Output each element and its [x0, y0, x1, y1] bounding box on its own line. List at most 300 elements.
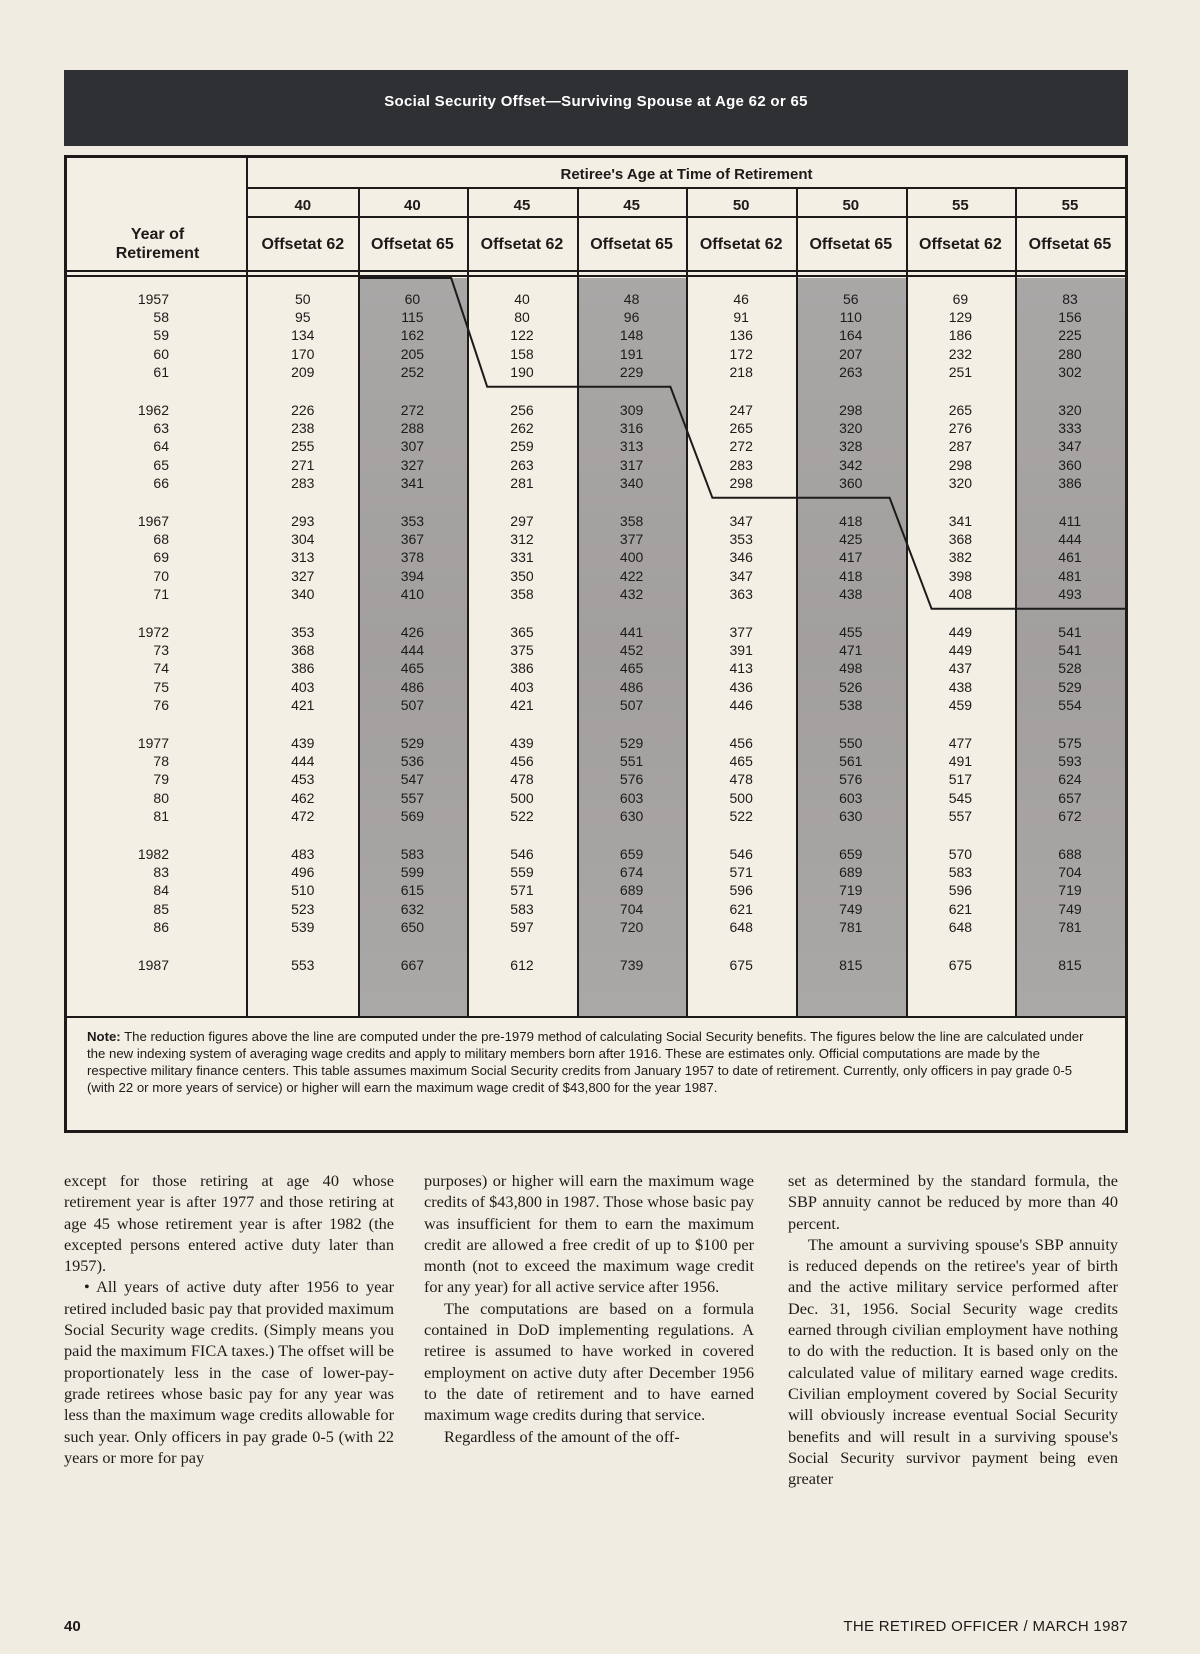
table-cell: 483	[291, 846, 315, 862]
year-cell: 64	[153, 438, 169, 455]
table-cell: 48	[623, 291, 640, 307]
table-cell: 456	[729, 735, 753, 751]
table-cell: 538	[839, 696, 863, 713]
offset-header: Offset at 65	[371, 235, 454, 253]
table-cell: 517	[948, 771, 973, 788]
table-cell: 507	[619, 696, 644, 713]
table-cell: 287	[948, 438, 973, 455]
table-cell: 411	[1058, 513, 1082, 529]
table-cell: 297	[510, 513, 534, 529]
table-cell: 283	[291, 474, 315, 491]
age-header: 55	[1061, 196, 1079, 214]
table-cell: 478	[510, 771, 534, 788]
table-cell: 436	[729, 678, 753, 695]
table-cell: 225	[1058, 327, 1082, 344]
table-cell: 551	[619, 753, 644, 770]
table-cell: 368	[948, 531, 973, 548]
table-cell: 313	[619, 438, 644, 455]
year-cell: 86	[153, 918, 169, 935]
offset-table	[64, 155, 1128, 1133]
table-cell: 408	[948, 585, 973, 602]
table-cell: 449	[948, 642, 973, 659]
table-cell: 550	[839, 735, 863, 751]
table-cell: 621	[729, 900, 753, 917]
age-header: 50	[732, 196, 750, 214]
table-cell: 536	[400, 753, 425, 770]
table-cell: 493	[1058, 585, 1082, 602]
table-cell: 439	[291, 735, 315, 751]
table-cell: 190	[510, 363, 534, 380]
table-cell: 561	[839, 753, 863, 770]
table-cell: 148	[619, 327, 644, 344]
table-cell: 410	[400, 585, 425, 602]
table-cell: 603	[839, 789, 863, 806]
table-cell: 320	[1058, 402, 1082, 418]
table-cell: 571	[729, 864, 753, 881]
table-cell: 603	[619, 789, 644, 806]
table-cell: 571	[510, 882, 534, 899]
table-cell: 553	[291, 957, 315, 973]
table-cell: 83	[1062, 291, 1078, 307]
table-cell: 276	[948, 420, 973, 437]
table-cell: 158	[510, 345, 534, 362]
article-column-3	[788, 1170, 1118, 1489]
table-cell: 559	[510, 864, 534, 881]
table-cell: 554	[1058, 696, 1082, 713]
table-cell: 444	[400, 642, 425, 659]
table-cell: 262	[510, 420, 534, 437]
table-cell: 459	[948, 696, 973, 713]
table-cell: 186	[948, 327, 973, 344]
table-cell: 546	[729, 846, 753, 862]
table-cell: 382	[948, 549, 973, 566]
year-cell: 58	[153, 309, 169, 326]
table-cell: 675	[948, 957, 973, 973]
table-cell: 312	[510, 531, 534, 548]
table-cell: 439	[510, 735, 534, 751]
table-cell: 331	[510, 549, 534, 566]
year-cell: 85	[153, 900, 169, 917]
table-cell: 386	[291, 660, 315, 677]
table-cell: 280	[1058, 345, 1082, 362]
table-cell: 40	[514, 291, 530, 307]
table-cell: 667	[400, 957, 425, 973]
table-cell: 400	[619, 549, 644, 566]
table-cell: 522	[510, 807, 534, 824]
table-cell: 576	[619, 771, 644, 788]
table-cell: 599	[400, 864, 425, 881]
year-header-line1: Year of	[130, 226, 185, 243]
table-note	[87, 1028, 1097, 1096]
table-cell: 704	[1058, 864, 1082, 881]
table-cell: 252	[400, 363, 425, 380]
table-cell: 251	[948, 363, 973, 380]
table-cell: 164	[839, 327, 863, 344]
table-cell: 675	[729, 957, 753, 973]
table-cell: 546	[510, 846, 534, 862]
table-cell: 95	[295, 309, 311, 326]
table-cell: 347	[1058, 438, 1082, 455]
paragraph: The amount a surviving spouse's SBP annuity is reduced depends on the retiree's year of birth and the active military service performed after Dec. 31, 1956. Social Security wage credits earned through civilian employment have nothing to do with the reduction. It is based only on the calculated value of military earned wage credits. Civilian employment covered by Social Security will obviously increase eventual Social Security benefits and will result in a surviving spouse's Social Security survivor payment being even greater	[788, 1234, 1118, 1489]
table-cell: 46	[733, 291, 749, 307]
offset-header: Offset at 65	[1028, 235, 1112, 253]
table-cell: 341	[948, 513, 973, 529]
publication-footer: THE RETIRED OFFICER / MARCH 1987	[843, 1618, 1128, 1635]
year-cell: 83	[153, 864, 169, 881]
table-cell: 672	[1058, 807, 1082, 824]
table-cell: 510	[291, 882, 315, 899]
table-cell: 191	[619, 345, 644, 362]
table-cell: 298	[948, 456, 973, 473]
year-cell: 80	[153, 789, 169, 806]
table-cell: 368	[291, 642, 315, 659]
table-cell: 391	[729, 642, 753, 659]
table-cell: 523	[291, 900, 315, 917]
table-cell: 271	[291, 456, 315, 473]
table-cell: 394	[400, 567, 425, 584]
table-cell: 172	[729, 345, 753, 362]
table-cell: 170	[291, 345, 315, 362]
table-cell: 545	[948, 789, 973, 806]
table-cell: 353	[729, 531, 753, 548]
table-cell: 346	[729, 549, 753, 566]
table-grid	[67, 158, 1125, 1018]
table-cell: 648	[948, 918, 973, 935]
year-cell: 1982	[137, 846, 169, 862]
table-cell: 115	[401, 309, 424, 326]
table-cell: 569	[400, 807, 425, 824]
table-cell: 465	[729, 753, 753, 770]
table-cell: 438	[839, 585, 863, 602]
table-cell: 541	[1058, 624, 1082, 640]
table-cell: 288	[400, 420, 425, 437]
year-cell: 1957	[137, 291, 169, 307]
table-cell: 689	[839, 864, 863, 881]
table-cell: 341	[400, 474, 425, 491]
table-cell: 316	[619, 420, 644, 437]
table-cell: 328	[839, 438, 863, 455]
table-cell: 496	[291, 864, 315, 881]
table-cell: 632	[400, 900, 425, 917]
offset-header: Offset at 62	[699, 235, 783, 253]
table-cell: 162	[400, 327, 425, 344]
table-cell: 815	[839, 957, 863, 973]
table-cell: 378	[400, 549, 425, 566]
table-cell: 478	[729, 771, 753, 788]
note-label: Note:	[87, 1029, 121, 1044]
table-cell: 347	[729, 567, 753, 584]
table-cell: 360	[839, 474, 863, 491]
year-cell: 75	[153, 678, 169, 695]
table-cell: 593	[1058, 753, 1082, 770]
table-cell: 421	[510, 696, 534, 713]
table-cell: 136	[729, 327, 753, 344]
table-cell: 444	[1058, 531, 1082, 548]
table-cell: 298	[729, 474, 753, 491]
table-cell: 465	[619, 660, 644, 677]
table-cell: 630	[619, 807, 644, 824]
table-cell: 403	[510, 678, 534, 695]
year-cell: 73	[153, 642, 169, 659]
table-cell: 749	[1058, 900, 1082, 917]
table-cell: 426	[400, 624, 425, 640]
table-cell: 218	[729, 363, 753, 380]
table-cell: 575	[1058, 735, 1082, 751]
article-column-1	[64, 1170, 394, 1468]
table-cell: 304	[291, 531, 315, 548]
table-cell: 365	[510, 624, 534, 640]
page-number: 40	[64, 1618, 81, 1635]
table-cell: 471	[839, 642, 863, 659]
table-cell: 630	[839, 807, 863, 824]
table-cell: 418	[839, 567, 863, 584]
table-cell: 320	[948, 474, 973, 491]
year-cell: 84	[153, 882, 169, 899]
article-column-2	[424, 1170, 754, 1447]
table-cell: 441	[619, 624, 644, 640]
table-cell: 621	[948, 900, 973, 917]
year-cell: 1967	[137, 513, 169, 529]
table-cell: 386	[1058, 474, 1082, 491]
paragraph: purposes) or higher will earn the maximum wage credits of $43,800 in 1987. Those whose basic pay was insufficient for them to earn the maximum credit are allowed a free credit of up to $100 per month (not to exceed the maximum wage credit for any year) for all active service after 1956.	[424, 1171, 754, 1297]
table-cell: 462	[291, 789, 315, 806]
table-cell: 358	[510, 585, 534, 602]
table-cell: 529	[619, 735, 644, 751]
table-cell: 749	[839, 900, 863, 917]
table-cell: 539	[291, 918, 315, 935]
year-cell: 1987	[137, 957, 169, 973]
table-cell: 472	[291, 807, 315, 824]
table-cell: 438	[948, 678, 973, 695]
table-cell: 309	[619, 402, 644, 418]
table-cell: 507	[400, 696, 425, 713]
table-cell: 486	[619, 678, 644, 695]
table-cell: 350	[510, 567, 534, 584]
table-cell: 529	[400, 735, 425, 751]
table-cell: 207	[839, 345, 863, 362]
table-cell: 481	[1058, 567, 1082, 584]
table-cell: 60	[404, 291, 421, 307]
table-cell: 96	[623, 309, 640, 326]
table-cell: 624	[1058, 771, 1082, 788]
table-cell: 657	[1058, 789, 1082, 806]
table-cell: 298	[839, 402, 863, 418]
table-cell: 232	[948, 345, 973, 362]
table-cell: 358	[619, 513, 644, 529]
paragraph: Regardless of the amount of the off-	[444, 1426, 680, 1446]
table-cell: 739	[619, 957, 644, 973]
table-cell: 302	[1058, 363, 1082, 380]
table-cell: 583	[510, 900, 534, 917]
year-cell: 71	[153, 585, 169, 602]
table-cell: 360	[1058, 456, 1082, 473]
table-cell: 596	[729, 882, 753, 899]
table-cell: 659	[839, 846, 863, 862]
year-cell: 59	[153, 327, 169, 344]
year-cell: 81	[153, 807, 169, 824]
table-cell: 110	[839, 309, 862, 326]
table-cell: 255	[291, 438, 315, 455]
table-cell: 526	[839, 678, 863, 695]
table-cell: 375	[510, 642, 534, 659]
table-cell: 263	[839, 363, 863, 380]
table-cell: 80	[514, 309, 530, 326]
table-cell: 377	[619, 531, 644, 548]
table-cell: 432	[619, 585, 644, 602]
table-cell: 353	[291, 624, 315, 640]
table-cell: 226	[291, 402, 315, 418]
table-cell: 815	[1058, 957, 1082, 973]
year-cell: 1977	[137, 735, 169, 751]
table-cell: 500	[510, 789, 534, 806]
table-cell: 238	[291, 420, 315, 437]
year-cell: 63	[153, 420, 169, 437]
table-cell: 781	[839, 918, 863, 935]
table-cell: 317	[619, 456, 644, 473]
method-divider-line	[67, 158, 1125, 1018]
table-cell: 422	[619, 567, 644, 584]
table-cell: 491	[948, 753, 973, 770]
table-cell: 455	[839, 624, 863, 640]
year-cell: 76	[153, 696, 169, 713]
table-cell: 129	[948, 309, 973, 326]
table-cell: 398	[948, 567, 973, 584]
table-cell: 386	[510, 660, 534, 677]
divider-path	[360, 278, 1125, 609]
table-cell: 377	[729, 624, 753, 640]
table-cell: 353	[400, 513, 425, 529]
table-cell: 719	[1058, 882, 1082, 899]
table-cell: 156	[1058, 309, 1082, 326]
table-cell: 612	[510, 957, 534, 973]
table-cell: 720	[619, 918, 644, 935]
table-cell: 281	[510, 474, 534, 491]
table-cell: 704	[619, 900, 644, 917]
table-cell: 367	[400, 531, 425, 548]
year-cell: 69	[153, 549, 169, 566]
paragraph: set as determined by the standard formula, the SBP annuity cannot be reduced by more than 40 percent.	[788, 1171, 1118, 1233]
year-cell: 60	[153, 345, 169, 362]
year-cell: 74	[153, 660, 169, 677]
table-cell: 498	[839, 660, 863, 677]
table-title-banner	[64, 70, 1128, 146]
table-cell: 418	[839, 513, 863, 529]
offset-header: Offset at 62	[261, 235, 345, 253]
table-cell: 461	[1058, 549, 1082, 566]
table-cell: 596	[948, 882, 973, 899]
table-cell: 134	[291, 327, 315, 344]
table-cell: 597	[510, 918, 534, 935]
table-cell: 452	[619, 642, 644, 659]
table-cell: 437	[948, 660, 973, 677]
table-cell: 547	[400, 771, 425, 788]
table-cell: 272	[400, 402, 425, 418]
age-header: 50	[842, 196, 860, 214]
table-cell: 688	[1058, 846, 1082, 862]
table-cell: 363	[729, 585, 753, 602]
table-cell: 650	[400, 918, 425, 935]
table-cell: 444	[291, 753, 315, 770]
table-cell: 293	[291, 513, 315, 529]
year-cell: 65	[153, 456, 169, 473]
table-cell: 209	[291, 363, 315, 380]
table-cell: 570	[948, 846, 973, 862]
age-header: 45	[623, 196, 640, 214]
table-cell: 615	[400, 882, 425, 899]
table-cell: 659	[619, 846, 644, 862]
year-cell: 1972	[137, 624, 169, 640]
table-cell: 413	[729, 660, 753, 677]
table-cell: 453	[291, 771, 315, 788]
table-cell: 576	[839, 771, 863, 788]
year-cell: 79	[153, 771, 169, 788]
offset-header: Offset at 65	[809, 235, 893, 253]
table-cell: 528	[1058, 660, 1082, 677]
table-cell: 465	[400, 660, 425, 677]
table-cell: 263	[510, 456, 534, 473]
paragraph: • All years of active duty after 1956 to year retired included basic pay that provided maximum Social Security wage credits. (Simply means you paid the maximum FICA taxes.) The offset will be proportionately less in the case of lower-pay-grade retirees whose basic pay for any year was less than the maximum wage credits allowable for such year. Only officers in pay grade 0-5 (with 22 years or more for pay	[64, 1277, 394, 1467]
table-cell: 529	[1058, 678, 1082, 695]
table-cell: 557	[400, 789, 425, 806]
table-cell: 265	[948, 402, 973, 418]
table-cell: 91	[733, 309, 749, 326]
paragraph: except for those retiring at age 40 whose retirement year is after 1977 and those retiring at age 45 whose retirement year is after 1982 (the excepted persons entered active duty later than 1957).	[64, 1171, 394, 1276]
table-cell: 320	[839, 420, 863, 437]
age-header: 40	[404, 196, 421, 214]
table-cell: 247	[729, 402, 753, 418]
table-cell: 340	[291, 585, 315, 602]
table-cell: 313	[291, 549, 315, 566]
table-cell: 307	[400, 438, 425, 455]
age-header: 45	[513, 196, 531, 214]
table-cell: 283	[729, 456, 753, 473]
table-cell: 781	[1058, 918, 1082, 935]
year-cell: 61	[153, 363, 169, 380]
table-cell: 229	[619, 363, 644, 380]
table-cell: 342	[839, 456, 863, 473]
super-header: Retiree's Age at Time of Retirement	[560, 165, 813, 183]
table-cell: 122	[510, 327, 534, 344]
year-header-line2: Retirement	[115, 245, 200, 262]
table-cell: 205	[400, 345, 425, 362]
age-header: 40	[294, 196, 312, 214]
table-cell: 449	[948, 624, 973, 640]
table-cell: 689	[619, 882, 644, 899]
table-cell: 648	[729, 918, 753, 935]
table-cell: 583	[948, 864, 973, 881]
table-cell: 333	[1058, 420, 1082, 437]
table-cell: 541	[1058, 642, 1082, 659]
table-cell: 425	[839, 531, 863, 548]
offset-header: Offset at 62	[480, 235, 564, 253]
table-cell: 417	[839, 549, 863, 566]
year-cell: 78	[153, 753, 169, 770]
table-cell: 347	[729, 513, 753, 529]
table-cell: 265	[729, 420, 753, 437]
table-cell: 674	[619, 864, 644, 881]
table-cell: 50	[295, 291, 311, 307]
table-cell: 56	[843, 291, 859, 307]
offset-header: Offset at 62	[919, 235, 1002, 253]
table-cell: 719	[839, 882, 863, 899]
table-cell: 477	[948, 735, 973, 751]
year-cell: 66	[153, 474, 169, 491]
table-cell: 327	[291, 567, 315, 584]
year-cell: 68	[153, 531, 169, 548]
table-cell: 272	[729, 438, 753, 455]
age-header: 55	[952, 196, 969, 214]
table-cell: 456	[510, 753, 534, 770]
